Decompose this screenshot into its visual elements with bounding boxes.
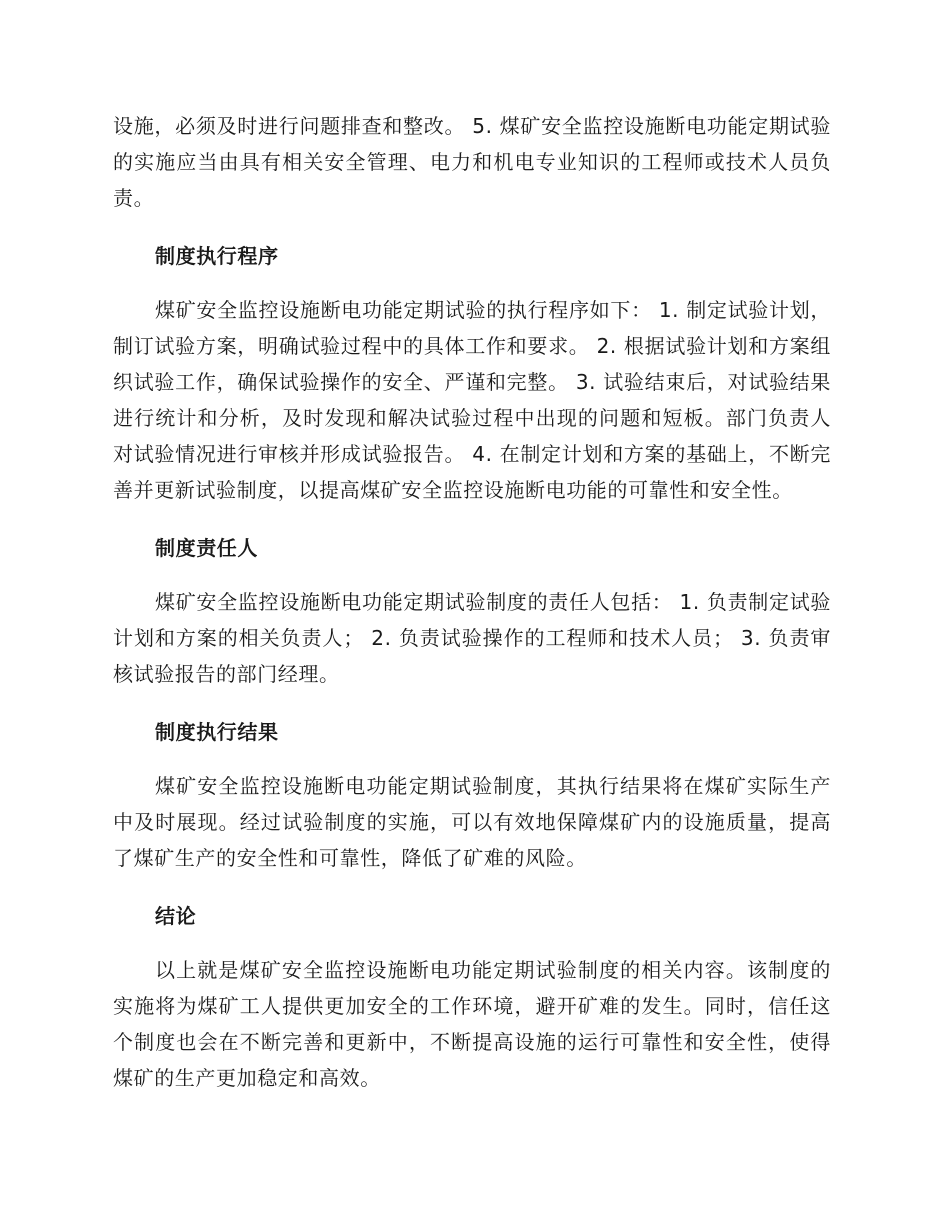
document-content	[113, 108, 831, 1096]
section-heading-responsible: 制度责任人	[155, 536, 258, 560]
section-body-results: 煤矿安全监控设施断电功能定期试验制度，其执行结果将在煤矿实际生产中及时展现。经过试验制度的实施，可以有效地保障煤矿内的设施质量，提高了煤矿生产的安全性和可靠性，降低了矿难的风险。	[113, 774, 831, 870]
section-heading-results: 制度执行结果	[155, 720, 279, 744]
section-body-procedure: 煤矿安全监控设施断电功能定期试验的执行程序如下： 1. 制定试验计划，制订试验方案，明确试验过程中的具体工作和要求。 2. 根据试验计划和方案组织试验工作，确保试验操作的安全、严谨和完整。 3. 试验结束后，对试验结果进行统计和分析，及时发现和解决试验过程中出现的问题和短板。部门负责人对试验情况进行审核并形成试验报告。 4. 在制定计划和方案的基础上，不断完善并更新试验制度，以提高煤矿安全监控设施断电功能的可靠性和安全性。	[113, 298, 831, 502]
section-body-responsible: 煤矿安全监控设施断电功能定期试验制度的责任人包括： 1. 负责制定试验计划和方案的相关负责人； 2. 负责试验操作的工程师和技术人员； 3. 负责审核试验报告的部门经理。	[113, 590, 831, 686]
intro-paragraph: 设施，必须及时进行问题排查和整改。 5. 煤矿安全监控设施断电功能定期试验的实施应当由具有相关安全管理、电力和机电专业知识的工程师或技术人员负责。	[113, 114, 831, 210]
section-heading-conclusion: 结论	[155, 904, 197, 928]
section-heading-procedure: 制度执行程序	[155, 244, 279, 268]
section-body-conclusion: 以上就是煤矿安全监控设施断电功能定期试验制度的相关内容。该制度的实施将为煤矿工人提供更加安全的工作环境，避开矿难的发生。同时，信任这个制度也会在不断完善和更新中，不断提高设施的运行可靠性和安全性，使得煤矿的生产更加稳定和高效。	[113, 958, 831, 1090]
